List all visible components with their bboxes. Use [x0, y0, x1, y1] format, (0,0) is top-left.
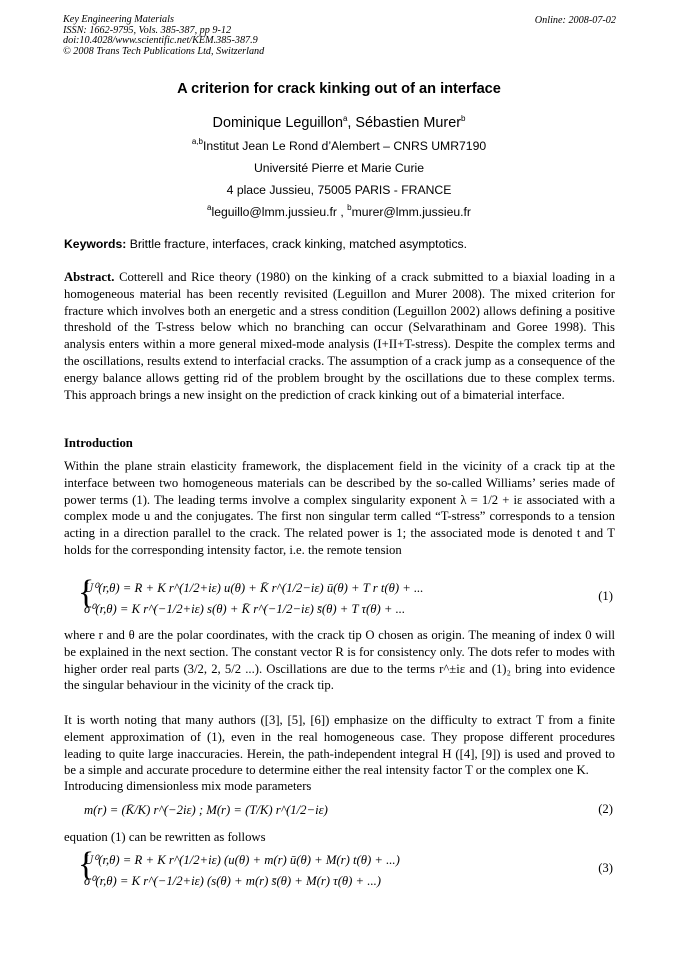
paper-title: A criterion for crack kinking out of an interface — [177, 81, 501, 97]
abstract-label: Abstract. — [64, 270, 115, 284]
intro-paragraph-5: equation (1) can be rewritten as follows — [64, 830, 266, 844]
issn: ISSN: 1662-9795, Vols. 385-387, pp 9-12 — [63, 24, 232, 36]
equation-1-line-2: σ⁰(r,θ) = K r^(−1/2+iε) s(θ) + K̄ r^(−1/2−iε) s̄(θ) + T τ(θ) + ... — [84, 602, 406, 616]
equation-1-line-1: U⁰(r,θ) = R + K r^(1/2+iε) u(θ) + K̄ r^(1/2−iε) ū(θ) + T r t(θ) + ... — [84, 581, 424, 595]
equation-3-number: (3) — [598, 861, 613, 875]
keywords-text: Brittle fracture, interfaces, crack kinking, matched asymptotics. — [129, 237, 468, 251]
abstract-text: Cotterell and Rice theory (1980) on the kinking of a crack submitted to a biaxial loading in a homogeneous material has been recently revisited (Leguillon and Murer 2008). The mixed criterion for fracture which involves both an energetic and a stress condition (Leguillon 2002) allows defining a positive threshold of the T-stress below which no branching can occur (Selvarathinam and Goree 1998). This analysis enters within a more general mixed-mode analysis (I+II+T-stress). Despite the complex terms and the oscillations, results extend to interfacial cracks. The assumption of a crack jump as a consequence of the energy balance allows getting rid of the problem brought by the oscillations due to these complex terms. This approach brings a new insight on the prediction of crack kinking out of a bimaterial interface. — [64, 270, 616, 402]
affiliation-line3: 4 place Jussieu, 75005 PARIS - FRANCE — [226, 183, 452, 197]
keywords-label: Keywords: — [64, 237, 127, 251]
equation-2-number: (2) — [598, 802, 613, 816]
email-a[interactable]: leguillo@lmm.jussieu.fr — [211, 205, 337, 219]
introduction-heading: Introduction — [64, 436, 133, 450]
equation-brace: { — [78, 574, 95, 611]
affiliation-line2: Université Pierre et Marie Curie — [253, 161, 424, 175]
intro-paragraph-4: Introducing dimensionless mix mode parameters — [64, 779, 312, 793]
equation-3-line-2: σ⁰(r,θ) = K r^(−1/2+iε) (s(θ) + m(r) s̄(θ) + M(r) τ(θ) + ...) — [84, 874, 382, 888]
affiliation-sup: a,b — [191, 137, 203, 146]
intro-paragraph-2: where r and θ are the polar coordinates, with the crack tip O chosen as origin. The meaning of index 0 will be explained in the next section. The constant vector R is for consistency only. The dots refer to modes with higher order real parts (3/2, 2, 5/2 ...). Oscillations are due to the terms r^±iε and (1)₂ bring into evidence the singular behaviour in the vicinity of the crack tip. — [64, 628, 615, 693]
equation-brace: { — [78, 846, 95, 883]
intro-paragraph-1: Within the plane strain elasticity framework, the displacement field in the vicinity of a crack tip at the interface between two homogeneous materials can be described by the so-called Williams’ series made of power terms (1). The leading terms involve a complex singularity exponent λ = 1/2 + iε associated with a complex mode u and the conjugates. The first non singular term called “T-stress” corresponds to a tension acting in a direction parallel to the crack. The related power is 1; the associated mode is denoted t and T holds for the corresponding intensity factor, i.e. the remote tension — [64, 459, 615, 557]
copyright: © 2008 Trans Tech Publications Ltd, Switzerland — [63, 45, 265, 57]
online-date: Online: 2008-07-02 — [534, 15, 616, 26]
affiliation-line1: Institut Jean Le Rond d’Alembert – CNRS UMR7190 — [202, 139, 487, 153]
email-line — [0, 205, 678, 219]
email-b[interactable]: murer@lmm.jussieu.fr — [351, 205, 471, 219]
author-2: Sébastien Murer — [355, 115, 461, 131]
email-sep: , — [336, 205, 348, 219]
journal-name: Key Engineering Materials — [63, 14, 174, 25]
affiliation-institute — [0, 139, 678, 153]
author-list — [0, 115, 678, 131]
abstract — [64, 269, 615, 403]
doi[interactable]: doi:10.4028/www.scientific.net/KEM.385-387.9 — [63, 35, 258, 47]
intro-paragraph-3: It is worth noting that many authors ([3], [5], [6]) emphasize on the difficulty to extract T from a finite element approximation of (1), even in the real homogeneous case. They propose different procedures leading to quite large inaccuracies. Herein, the path-independent integral H ([4], [9]) is used and proved to be a simple and accurate procedure to determine either the real intensity factor T or the complex one K. — [64, 713, 615, 778]
email-b-sup: b — [347, 203, 352, 212]
email-a-sup: a — [207, 203, 212, 212]
author-1: Dominique Leguillon — [212, 115, 343, 131]
equation-3-line-1: U⁰(r,θ) = R + K r^(1/2+iε) (u(θ) + m(r) ū(θ) + M(r) t(θ) + ...) — [84, 853, 400, 867]
author-1-sup: a — [342, 114, 348, 123]
author-2-sup: b — [461, 114, 466, 123]
keywords — [64, 237, 467, 251]
journal-header — [63, 15, 264, 57]
author-sep: , — [347, 115, 356, 131]
equation-1-number: (1) — [598, 589, 613, 603]
equation-2-line: m(r) = (K̄/K) r^(−2iε) ; M(r) = (T/K) r^(1/2−iε) — [84, 803, 328, 817]
